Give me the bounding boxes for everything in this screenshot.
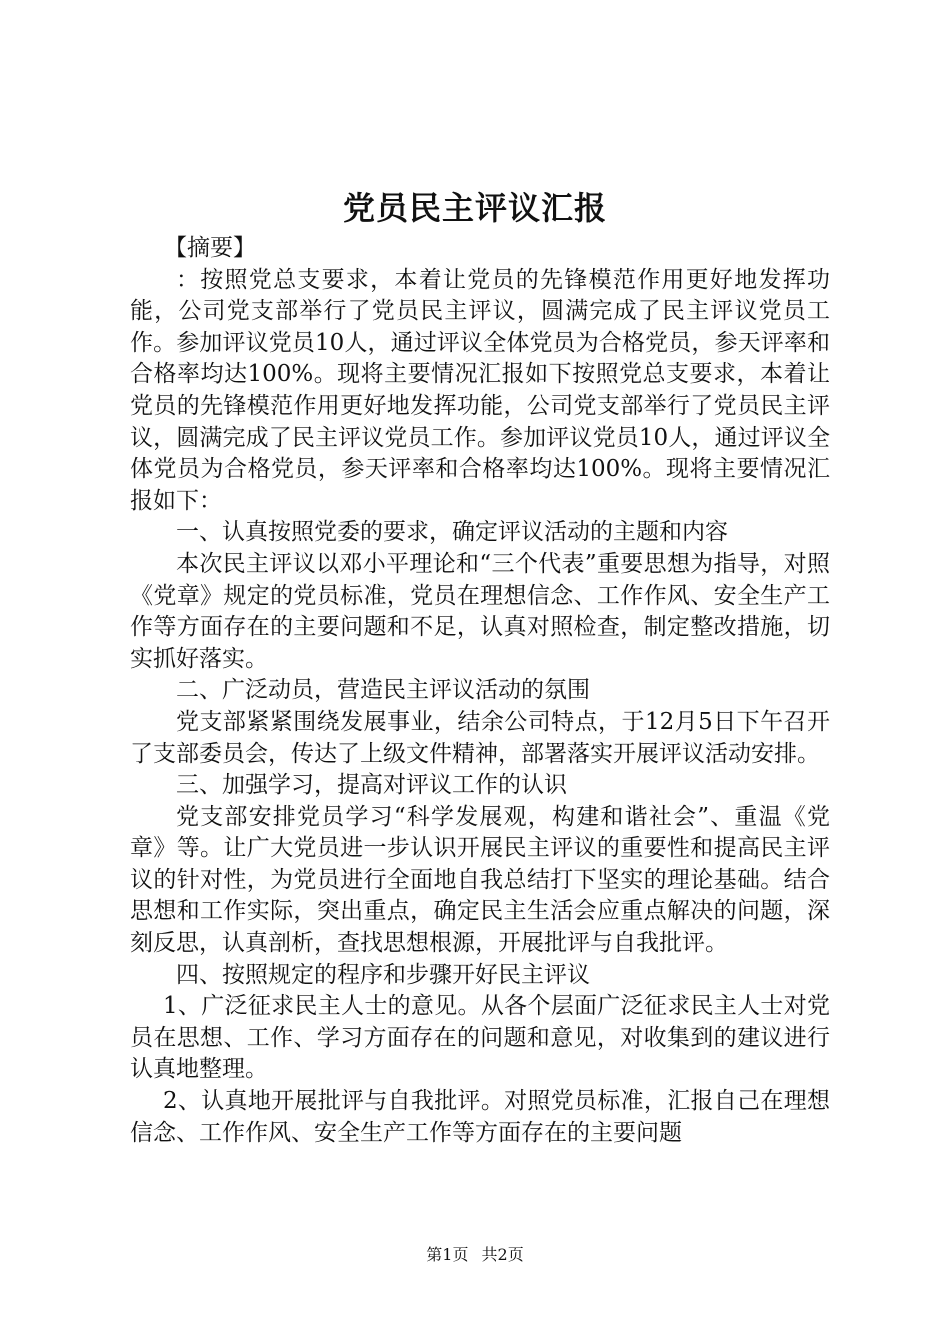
list-item-2: 2、认真地开展批评与自我批评。对照党员标准，汇报自己在理想信念、工作作风、安全生产工作等方面存在的主要问题 [130,1088,830,1146]
section-heading-3: 三、加强学习，提高对评议工作的认识 [176,772,567,799]
section-paragraph-1: 本次民主评议以邓小平理论和“三个代表”重要思想为指导，对照《党章》规定的党员标准，党员在理想信念、工作作风、安全生产工作等方面存在的主要问题和不足，认真对照检查，制定整改措施，切实抓好落实。 [130,550,830,672]
document-body [130,233,830,1149]
section-heading-1: 一、认真按照党委的要求，确定评议活动的主题和内容 [176,519,728,546]
abstract-paragraph: ：按照党总支要求，本着让党员的先锋模范作用更好地发挥功能，公司党支部举行了党员民主评议，圆满完成了民主评议党员工作。参加评议党员10人，通过评议全体党员为合格党员，参天评率和合格率均达100%。现将主要情况汇报如下按照党总支要求，本着让党员的先锋模范作用更好地发挥功能，公司党支部举行了党员民主评议，圆满完成了民主评议党员工作。参加评议党员10人，通过评议全体党员为合格党员，参天评率和合格率均达100%。现将主要情况汇报如下： [130,266,830,514]
section-paragraph-2: 党支部紧紧围绕发展事业，结余公司特点，于12月5日下午召开了支部委员会，传达了上级文件精神，部署落实开展评议活动安排。 [130,708,830,767]
abstract-label: 【摘要】 [164,235,256,261]
section-heading-2: 二、广泛动员，营造民主评议活动的氛围 [176,677,590,704]
list-item-1: 1、广泛征求民主人士的意见。从各个层面广泛征求民主人士对党员在思想、工作、学习方面存在的问题和意见，对收集到的建议进行认真地整理。 [130,993,830,1083]
page-footer [0,1244,950,1266]
section-paragraph-3: 党支部安排党员学习“科学发展观，构建和谐社会”、重温《党章》等。让广大党员进一步认识开展民主评议的重要性和提高民主评议的针对性，为党员进行全面地自我总结打下坚实的理论基础。结合思想和工作实际，突出重点，确定民主生活会应重点解决的问题，深刻反思，认真剖析，查找思想根源，开展批评与自我批评。 [130,803,830,957]
section-heading-4: 四、按照规定的程序和步骤开好民主评议 [176,961,590,988]
document-title: 党员民主评议汇报 [342,189,607,227]
page-number-current: 第1页 [426,1245,469,1264]
page-number-total: 共2页 [481,1245,524,1264]
